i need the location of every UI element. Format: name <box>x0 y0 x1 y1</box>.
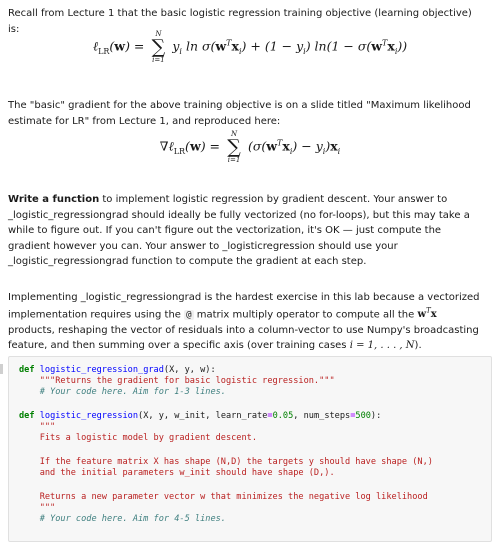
range-math: i = 1, . . . , N <box>349 340 415 352</box>
code-line-comment-grad: # Your code here. Aim for 1-3 lines. <box>39 387 226 397</box>
code-line-docstring-open: """ <box>39 422 56 432</box>
code-line-doc-fits: Fits a logistic model by gradient descent. <box>39 433 258 443</box>
code-line-doc-shape: If the feature matrix X has shape (N,D) the targets y should have shape (N,) <box>39 457 433 467</box>
hint-text-3: products, reshaping the vector of residuals into a column-vector to use Numpy's broadcasting feature, and then summing over a specific axis (over training cases <box>8 324 479 352</box>
code-line-doc-returns: Returns a new parameter vector w that minimizes the negative log likelihood <box>39 492 428 502</box>
task-bold: Write a function <box>8 194 100 205</box>
code-line-docstring-close: """ <box>39 503 56 513</box>
hint-text-4: ). <box>414 340 422 352</box>
wtx-math: $w^Tx$ <box>417 306 437 320</box>
hint-text-1: Implementing _logistic_regressiongrad is the hardest exercise in this lab because a vectorized implementation requires using the <box>8 292 480 320</box>
code-line-comment-lr: # Your code here. Aim for 4-5 lines. <box>39 514 226 524</box>
task-text: to implement logistic regression by gradient descent. Your answer to _logistic_regressiongrad should ideally be fully vectorized (no for-loops), but this may take a while to figure out. If you can't figure out the vectorization, it's OK — just compute the gradient however you can. Your answer to _logisticregression should use your _logistic_regressiongrad function to compute the gradient at each step. <box>8 194 470 267</box>
code-line-doc-init: and the initial parameters w_init should have shape (D,). <box>39 468 335 478</box>
code-cell[interactable] <box>8 356 492 542</box>
code-line-docstring-grad: """Returns the gradient for basic logistic regression.""" <box>39 376 335 386</box>
hint-text-2: matrix multiply operator to compute all the <box>193 308 418 320</box>
hint-paragraph <box>8 290 486 354</box>
matmul-operator: @ <box>186 309 192 320</box>
cell-prompt-marker <box>0 364 3 374</box>
code-line-def-lr: def logistic_regression(X, y, w_init, learn_rate=0.05, num_steps=500): <box>19 411 382 421</box>
task-paragraph <box>8 192 486 270</box>
gradient-intro-paragraph: The "basic" gradient for the above training objective is on a slide titled "Maximum likelihood estimate for LR" from Lecture 1, and reproduced here: <box>8 100 471 127</box>
gradient-equation: ∇ℓ$_{LR}$(w) = N ∑ i=1 $(\sigma(w^Tx_i) - y_i)x_i$ <box>159 130 341 164</box>
objective-equation: ℓ$_{LR}$(w) = N ∑ i=1 $y_i$ $\ln \sigma(w^Tx_i) + (1 - y_i) \ln(1 - \sigma(w^Tx_i))$ <box>92 30 408 64</box>
intro-paragraph: Recall from Lecture 1 that the basic logistic regression training objective (learning objective) is: <box>8 8 472 35</box>
code-line-def-grad: def logistic_regression_grad(X, y, w): <box>19 365 216 375</box>
